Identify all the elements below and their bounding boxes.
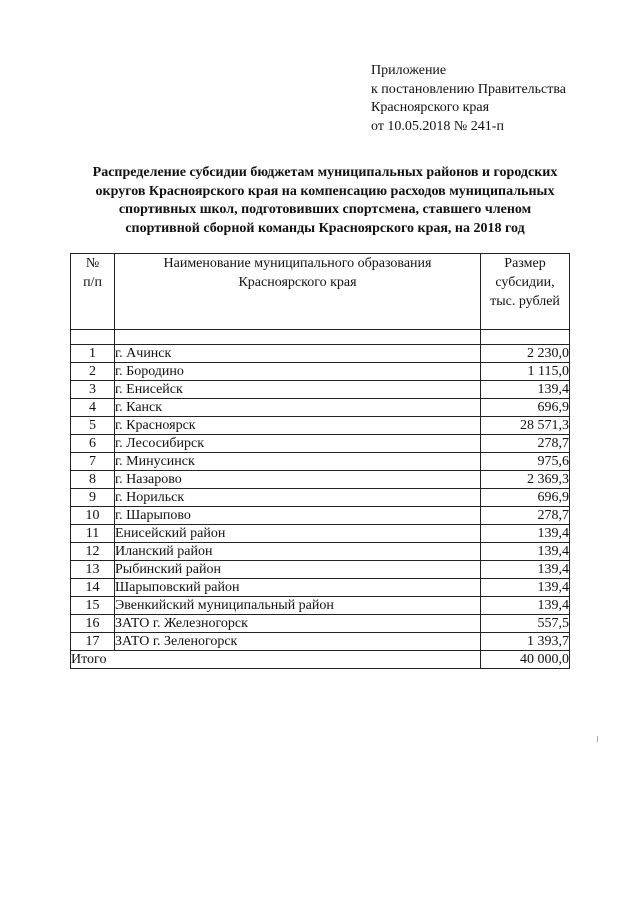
table-row — [71, 615, 570, 633]
header-name-line-1: Наименование муниципального образования — [163, 256, 432, 271]
header-name-line-2: Красноярского края — [238, 275, 357, 290]
row-number: 10 — [71, 507, 115, 525]
row-number: 15 — [71, 597, 115, 615]
title-line-3: спортивных школ, подготовивших спортсмена, ставшего членом — [118, 202, 532, 217]
header-size-line-1: Размер — [504, 256, 546, 271]
row-subsidy: 139,4 — [481, 579, 570, 597]
total-label: Итого — [71, 651, 481, 669]
row-subsidy: 696,9 — [481, 489, 570, 507]
row-municipality: г. Бородино — [115, 363, 481, 381]
row-number: 12 — [71, 543, 115, 561]
row-municipality: ЗАТО г. Зеленогорск — [115, 633, 481, 651]
row-subsidy: 2 369,3 — [481, 471, 570, 489]
row-number: 8 — [71, 471, 115, 489]
document-title — [60, 164, 590, 238]
row-number: 7 — [71, 453, 115, 471]
table-row — [71, 633, 570, 651]
row-number: 13 — [71, 561, 115, 579]
table-row — [71, 507, 570, 525]
row-number: 4 — [71, 399, 115, 417]
row-subsidy: 2 230,0 — [481, 345, 570, 363]
row-subsidy: 139,4 — [481, 561, 570, 579]
row-municipality: ЗАТО г. Железногорск — [115, 615, 481, 633]
table-row — [71, 453, 570, 471]
row-number: 1 — [71, 345, 115, 363]
row-subsidy: 139,4 — [481, 597, 570, 615]
header-number-line-1: № — [85, 256, 100, 271]
table-header-row — [71, 254, 570, 330]
row-number: 9 — [71, 489, 115, 507]
header-number — [71, 254, 115, 330]
header-size-line-3: тыс. рублей — [490, 294, 560, 309]
spacer-cell — [481, 330, 570, 345]
row-number: 3 — [71, 381, 115, 399]
row-number: 17 — [71, 633, 115, 651]
spacer-cell — [115, 330, 481, 345]
row-municipality: Иланский район — [115, 543, 481, 561]
title-line-4: спортивной сборной команды Красноярского края, на 2018 год — [125, 220, 525, 236]
row-municipality: г. Минусинск — [115, 453, 481, 471]
row-municipality: г. Норильск — [115, 489, 481, 507]
row-municipality: г. Ачинск — [115, 345, 481, 363]
row-subsidy: 139,4 — [481, 381, 570, 399]
appendix-line-1: Приложение — [371, 63, 447, 78]
row-number: 14 — [71, 579, 115, 597]
row-number: 5 — [71, 417, 115, 435]
row-subsidy: 696,9 — [481, 399, 570, 417]
table-row — [71, 489, 570, 507]
row-municipality: Шарыповский район — [115, 579, 481, 597]
header-subsidy-size — [481, 254, 570, 330]
row-municipality: г. Канск — [115, 399, 481, 417]
row-subsidy: 28 571,3 — [481, 417, 570, 435]
row-subsidy: 139,4 — [481, 525, 570, 543]
row-municipality: Рыбинский район — [115, 561, 481, 579]
table-row — [71, 543, 570, 561]
total-row — [71, 651, 570, 669]
header-name — [115, 254, 481, 330]
row-municipality: Енисейский район — [115, 525, 481, 543]
table-row — [71, 561, 570, 579]
header-size-line-2: субсидии, — [495, 275, 555, 290]
row-subsidy: 278,7 — [481, 507, 570, 525]
row-municipality: г. Шарыпово — [115, 507, 481, 525]
appendix-line-4: от 10.05.2018 № 241-п — [371, 118, 504, 134]
row-municipality: г. Назарово — [115, 471, 481, 489]
table-row — [71, 399, 570, 417]
row-number: 11 — [71, 525, 115, 543]
row-number: 6 — [71, 435, 115, 453]
spacer-row — [71, 330, 570, 345]
table-row — [71, 471, 570, 489]
row-municipality: Эвенкийский муниципальный район — [115, 597, 481, 615]
table-row — [71, 363, 570, 381]
table-row — [71, 597, 570, 615]
row-subsidy: 1 115,0 — [481, 363, 570, 381]
table-row — [71, 435, 570, 453]
subsidy-table — [70, 253, 570, 669]
appendix-line-3: Красноярского края — [371, 100, 490, 115]
title-line-2: округов Красноярского края на компенсацию расходов муниципальных — [95, 183, 555, 199]
row-number: 16 — [71, 615, 115, 633]
appendix-line-2: к постановлению Правительства — [371, 81, 567, 97]
row-subsidy: 1 393,7 — [481, 633, 570, 651]
row-municipality: г. Енисейск — [115, 381, 481, 399]
title-line-1: Распределение субсидии бюджетам муниципальных районов и городских — [92, 165, 558, 180]
spacer-cell — [71, 330, 115, 345]
row-subsidy: 557,5 — [481, 615, 570, 633]
appendix-block — [371, 62, 566, 136]
row-number: 2 — [71, 363, 115, 381]
table-row — [71, 417, 570, 435]
total-value: 40 000,0 — [481, 651, 570, 669]
scan-mark — [597, 736, 598, 742]
row-subsidy: 975,6 — [481, 453, 570, 471]
row-municipality: г. Лесосибирск — [115, 435, 481, 453]
header-number-line-2: п/п — [83, 275, 102, 290]
table-row — [71, 345, 570, 363]
row-subsidy: 278,7 — [481, 435, 570, 453]
table-row — [71, 579, 570, 597]
row-subsidy: 139,4 — [481, 543, 570, 561]
row-municipality: г. Красноярск — [115, 417, 481, 435]
table-row — [71, 525, 570, 543]
table-row — [71, 381, 570, 399]
